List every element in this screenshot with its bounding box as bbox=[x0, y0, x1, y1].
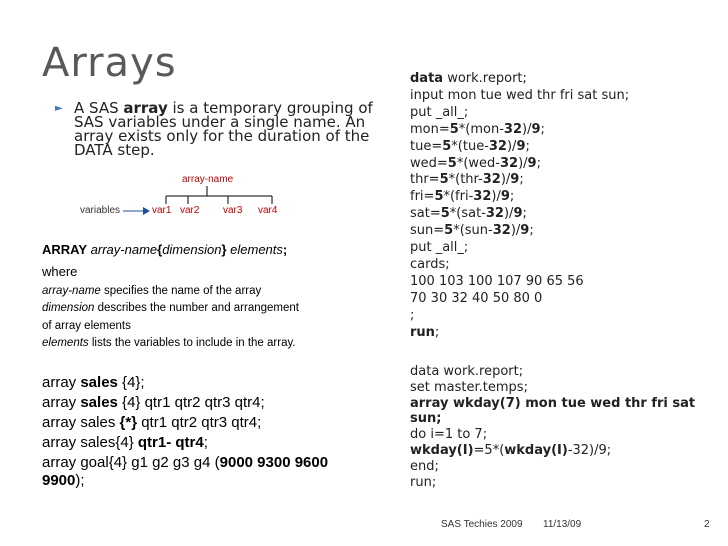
var4-label: var4 bbox=[258, 205, 278, 216]
code-token: sun; bbox=[410, 411, 442, 427]
code-line bbox=[410, 206, 527, 221]
code-line bbox=[410, 274, 584, 289]
definition-term: array-name bbox=[42, 285, 101, 297]
array-syntax: ARRAY array-name{dimension} elements; bbox=[42, 242, 288, 257]
code-token: ; bbox=[434, 324, 440, 340]
example-part: array bbox=[42, 394, 81, 411]
code-token: 5 bbox=[440, 206, 450, 222]
example-part: {4} qtr1 qtr2 qtr3 qtr4; bbox=[117, 394, 265, 411]
code-token: 5 bbox=[444, 223, 454, 239]
code-token: run bbox=[410, 324, 435, 340]
example-part: qtr1- qtr4 bbox=[137, 434, 204, 451]
array-example-line bbox=[42, 434, 208, 451]
code-token: 5 bbox=[434, 189, 444, 205]
array-example-line bbox=[42, 472, 85, 489]
definition-desc: of array elements bbox=[42, 320, 131, 332]
code-line bbox=[410, 411, 441, 426]
code-token: data bbox=[410, 71, 444, 86]
var2-label: var2 bbox=[180, 205, 200, 216]
code-token: 32 bbox=[485, 206, 504, 222]
diagram-lines bbox=[80, 170, 290, 230]
array-diagram bbox=[80, 170, 290, 230]
code-line bbox=[410, 475, 436, 490]
code-line bbox=[410, 189, 514, 204]
code-token: fri= bbox=[410, 189, 435, 205]
example-part: array sales bbox=[42, 414, 120, 431]
code-token: 32 bbox=[488, 138, 507, 154]
code-token: sat= bbox=[410, 206, 441, 222]
code-token: 9 bbox=[510, 172, 520, 188]
code-token: 9 bbox=[531, 121, 541, 137]
code-token: *(sat- bbox=[449, 206, 486, 222]
definition-desc: specifies the name of the array bbox=[100, 285, 262, 297]
code-token: put _all_; bbox=[410, 240, 469, 255]
code-token: )/ bbox=[491, 189, 501, 205]
code-token: )/ bbox=[503, 206, 514, 222]
example-part: 9900 bbox=[42, 472, 76, 489]
code-token: 32 bbox=[503, 121, 523, 137]
footer-date: 11/13/09 bbox=[543, 519, 582, 530]
example-part: ; bbox=[203, 434, 208, 451]
code-line bbox=[410, 240, 468, 255]
page-number: 2 bbox=[704, 519, 710, 530]
code-line bbox=[410, 308, 414, 323]
code-token: mon= bbox=[410, 121, 450, 137]
code-token: 32 bbox=[492, 223, 511, 239]
code-token: input mon tue wed thr fri sat sun; bbox=[410, 87, 630, 103]
definition-line bbox=[42, 302, 299, 314]
code-token: 100 103 100 107 90 65 56 bbox=[410, 273, 584, 289]
code-token: -32)/9; bbox=[567, 443, 612, 458]
example-part: array bbox=[42, 374, 81, 391]
example-part: 9000 9300 9600 bbox=[219, 454, 329, 471]
array-example-line bbox=[42, 454, 328, 471]
code-line bbox=[410, 325, 439, 340]
code-token: *(wed- bbox=[456, 155, 500, 171]
array-example-line bbox=[42, 414, 261, 431]
code-line bbox=[410, 291, 542, 306]
code-token: do i=1 to 7; bbox=[410, 427, 488, 443]
code-token: sun= bbox=[410, 223, 445, 239]
code-token: tue= bbox=[410, 138, 443, 154]
example-part: array goal{4} g1 g2 g3 g4 ( bbox=[42, 454, 220, 471]
code-token: array wkday(7) mon tue wed thr fri sat bbox=[410, 395, 696, 411]
where-label: where bbox=[42, 264, 78, 279]
code-token: thr= bbox=[410, 172, 440, 188]
code-token: ; bbox=[410, 307, 415, 323]
code-line bbox=[410, 427, 487, 442]
code-token: *(mon- bbox=[458, 121, 504, 137]
code-token: *(fri- bbox=[443, 189, 474, 205]
code-token: ; bbox=[540, 121, 545, 137]
code-line bbox=[410, 88, 629, 103]
code-token: 5 bbox=[449, 121, 459, 137]
definition-desc: lists the variables to include in the array. bbox=[88, 337, 296, 349]
code-token: 9 bbox=[516, 138, 526, 154]
example-part: qtr1 qtr2 qtr3 qtr4; bbox=[137, 414, 262, 431]
code-token: 32 bbox=[499, 155, 519, 171]
definition-term: dimension bbox=[42, 302, 95, 314]
code-token: 9 bbox=[513, 206, 523, 222]
example-part: ); bbox=[75, 472, 85, 489]
code-token: wkday(I) bbox=[504, 443, 568, 458]
code-token: put _all_; bbox=[410, 104, 469, 120]
code-token: ; bbox=[529, 223, 534, 239]
code-token: run; bbox=[410, 474, 437, 490]
code-token: 5 bbox=[439, 172, 449, 188]
array-example-line bbox=[42, 374, 145, 391]
code-line bbox=[410, 257, 450, 272]
code-line bbox=[410, 105, 468, 120]
definition-line bbox=[42, 285, 261, 297]
code-line bbox=[410, 223, 534, 238]
code-token: )/ bbox=[510, 223, 521, 239]
code-token: )/ bbox=[518, 155, 528, 171]
code-token: set master.temps; bbox=[410, 379, 528, 395]
code-token: 9 bbox=[520, 223, 530, 239]
code-token: 5 bbox=[442, 138, 452, 154]
code-token: cards; bbox=[410, 256, 450, 272]
slide-title: Arrays bbox=[42, 40, 177, 86]
array-name-label: array-name bbox=[182, 174, 234, 185]
definition-term: elements bbox=[42, 337, 89, 349]
definition-desc: describes the number and arrangement bbox=[94, 302, 299, 314]
code-line bbox=[410, 71, 527, 86]
code-line bbox=[410, 396, 695, 411]
example-part: array sales{4} bbox=[42, 434, 138, 451]
code-token: ; bbox=[522, 206, 527, 222]
code-token: data work.report; bbox=[410, 364, 524, 379]
example-part: {4}; bbox=[117, 374, 145, 391]
code-token: *(tue- bbox=[451, 138, 489, 154]
code-token: *(thr- bbox=[448, 172, 483, 188]
code-token: 9 bbox=[500, 189, 510, 205]
code-token: 32 bbox=[473, 189, 492, 205]
code-token: =5*( bbox=[473, 443, 505, 458]
code-token: )/ bbox=[500, 172, 511, 188]
code-line bbox=[410, 172, 524, 187]
code-token: 9 bbox=[527, 155, 537, 171]
example-part: sales bbox=[80, 374, 118, 391]
code-token: *(sun- bbox=[453, 223, 493, 239]
code-token: )/ bbox=[522, 121, 532, 137]
code-line bbox=[410, 139, 530, 154]
definition-line bbox=[42, 320, 131, 332]
code-line bbox=[410, 459, 439, 474]
code-line bbox=[410, 380, 528, 395]
code-token: ; bbox=[509, 189, 515, 205]
code-token: work.report; bbox=[443, 71, 527, 86]
var3-label: var3 bbox=[223, 205, 243, 216]
footer-left: SAS Techies 2009 bbox=[441, 519, 523, 530]
example-part: sales bbox=[80, 394, 118, 411]
code-token: wkday(I) bbox=[410, 443, 474, 458]
example-part: {*} bbox=[119, 414, 138, 431]
array-example-line bbox=[42, 394, 265, 411]
code-token: end; bbox=[410, 458, 439, 474]
code-token: ; bbox=[525, 138, 530, 154]
code-token: 32 bbox=[482, 172, 501, 188]
code-token: 5 bbox=[447, 155, 457, 171]
variables-label: variables bbox=[80, 205, 121, 216]
code-token: 70 30 32 40 50 80 0 bbox=[410, 290, 543, 306]
definition-line bbox=[42, 337, 296, 349]
code-token: ; bbox=[519, 172, 524, 188]
bullet-arrow-icon: ► bbox=[55, 103, 63, 114]
var1-label: var1 bbox=[152, 205, 172, 216]
code-line bbox=[410, 156, 541, 171]
code-line bbox=[410, 364, 523, 379]
code-line bbox=[410, 122, 545, 137]
code-token: ; bbox=[536, 155, 541, 171]
code-token: )/ bbox=[506, 138, 517, 154]
code-line bbox=[410, 443, 611, 458]
code-token: wed= bbox=[410, 155, 448, 171]
bullet-text: A SAS array is a temporary grouping of SAS variables under a single name. An array exists only for the duration of the DATA step. bbox=[74, 99, 373, 159]
